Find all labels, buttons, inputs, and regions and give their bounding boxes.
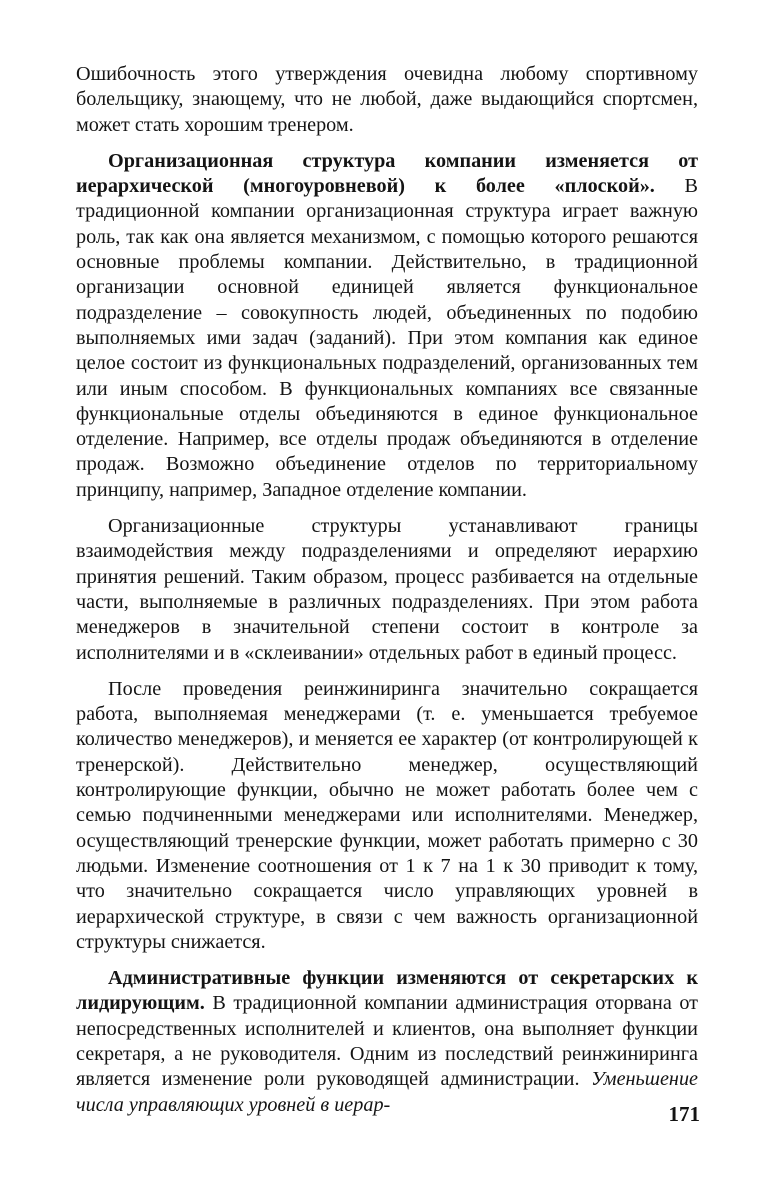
paragraph-1-text: Ошибочность этого утверждения очевидна любому спортивному болельщику, знающему, что не любой, даже выдающийся спортсмен, может стать хорошим тренером. <box>76 63 698 136</box>
paragraph-3-text: Организационные структуры устанавливают границы взаимодействия между подразделениями и определяют иерархию принятия решений. Таким образом, процесс разбивается на отдельные части, выполняемые в различных подразделениях. При этом работа менеджеров в значительной степени состоит в контроле за исполнителями и в «склеивании» отдельных работ в единый процесс. <box>76 515 698 664</box>
paragraph-5-heading: Административные функции изменяются от секретарских к лидирующим. <box>76 967 698 1015</box>
paragraph-4-text: После проведения реинжиниринга значительно сокращается работа, выполняемая менеджерами (т. е. уменьшается требуемое количество менеджеров), и меняется ее характер (от контролирующей к тренерской). Действительно менеджер, осуществляющий контролирующие функции, обычно не может работать более чем с семью подчиненными менеджерами или исполнителями. Менеджер, осуществляющий тренерские функции, может работать примерно с 30 людьми. Изменение соотношения от 1 к 7 на 1 к 30 приводит к тому, что значительно сокращается число управляющих уровней в иерархической структуре, в связи с чем важность организационной структуры снижается. <box>76 677 698 953</box>
paragraph-5-text: В традиционной компании администрация оторвана от непосредственных исполнителей и клиентов, она выполняет функции секретаря, а не руководителя. Одним из последствий реинжиниринга является изменение роли руководящей администрации. <box>76 992 698 1091</box>
paragraph-5 <box>76 966 698 1118</box>
page-number: 171 <box>668 1102 700 1126</box>
paragraph-2 <box>76 149 698 503</box>
paragraph-4 <box>76 677 698 955</box>
paragraph-5-italic-text: Уменьшение числа управляющих уровней в иерар- <box>76 1068 698 1116</box>
paragraph-2-text: В традиционной компании организационная структура играет важную роль, так как она является механизмом, с помощью которого решаются основные проблемы компании. Действительно, в традиционной организации основной единицей является функциональное подразделение – совокупность людей, объединенных по подобию выполняемых ими задач (заданий). При этом компания как единое целое состоит из функциональных подразделений, организованных тем или иным способом. В функциональных компаниях все связанные функциональные отделы объединяются в единое функциональное отделение. Например, все отделы продаж объединяются в отделение продаж. Возможно объединение отделов по территориальному принципу, например, Западное отделение компании. <box>76 175 698 501</box>
paragraph-3 <box>76 514 698 666</box>
paragraph-1 <box>76 62 698 138</box>
paragraph-2-heading: Организационная структура компании изменяется от иерархической (многоуровневой) к более «плоской». <box>76 149 698 198</box>
page-body <box>76 62 698 1129</box>
